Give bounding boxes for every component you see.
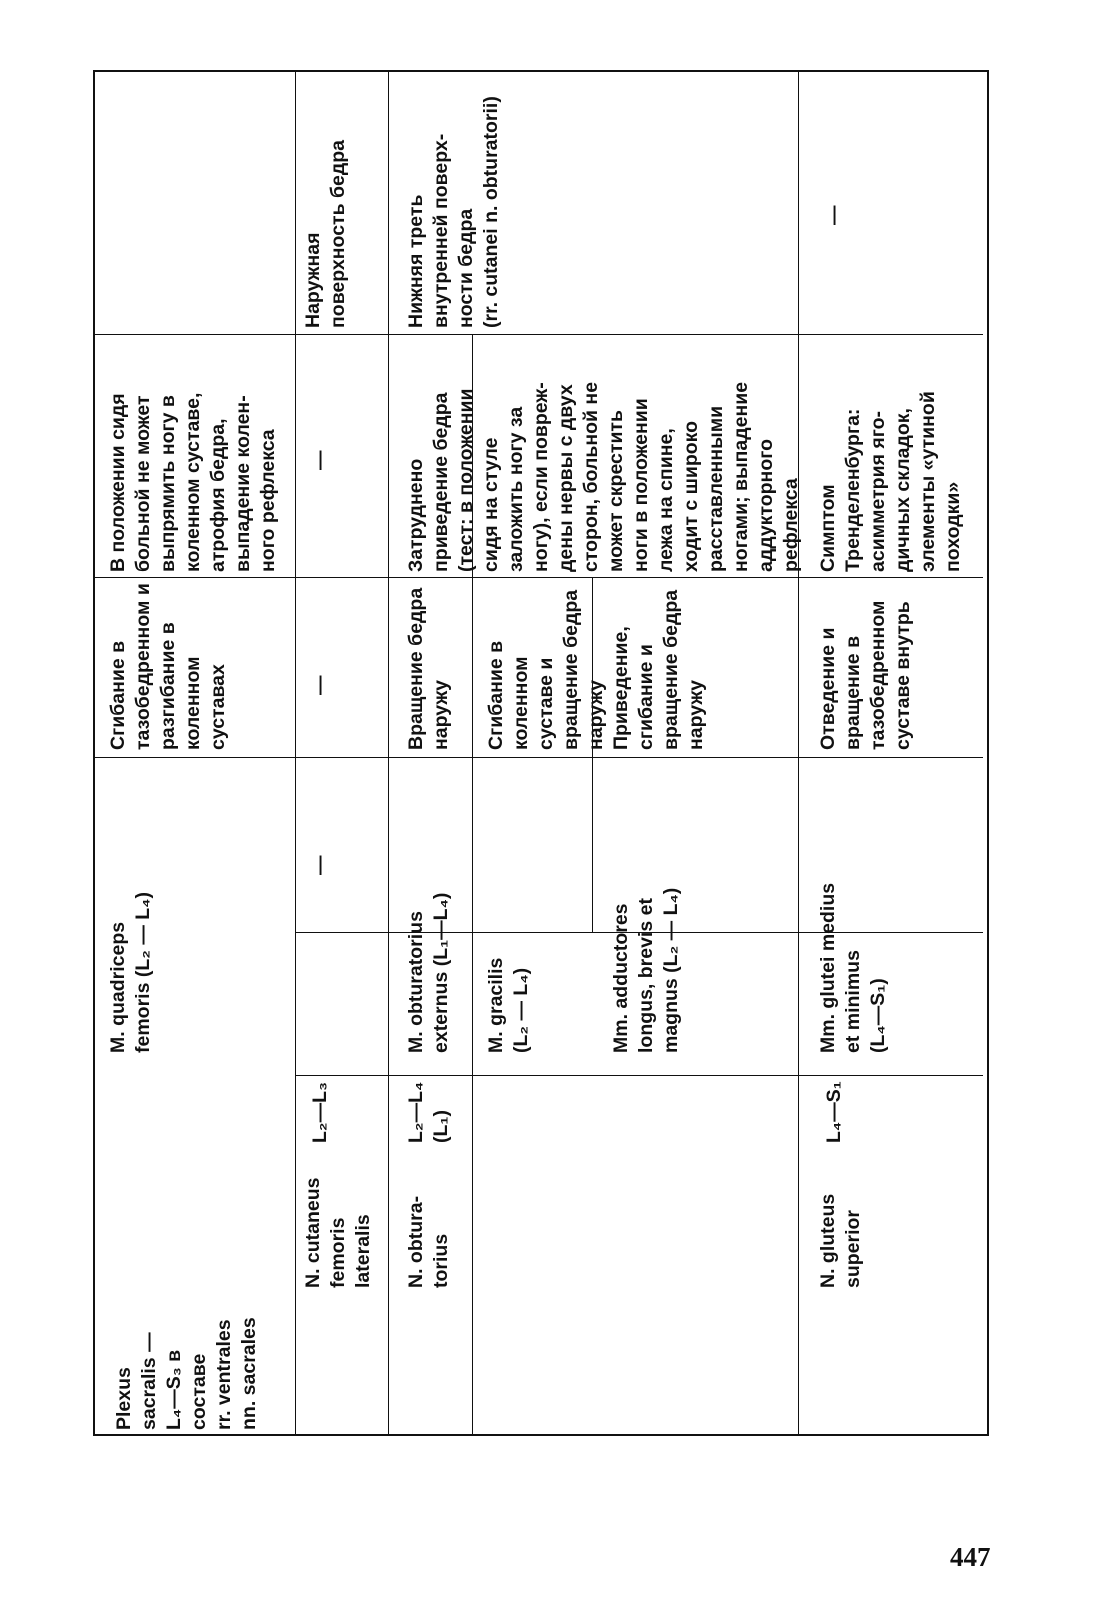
line-obturatorius-nerve-bottom — [472, 1075, 798, 1076]
cell-nerve-obturatorius: N. obtura- torius — [405, 1195, 452, 1288]
cell-symptoms-quadriceps: В положении сидя больной не может выпрямить ногу в коленном суставе, атрофия бедра, выпадение колен- ного рефлекса — [107, 392, 279, 572]
cell-symptoms-obturatorius: Затруднено приведение бедра (тест: в положении сидя на стуле заложить ногу за ногу), если повреж- дены нервы с двух сторон, больной не может скрестить ноги в положении лежа на спине, ходит с широко расставленными ногами; выпадение аддукторного рефлекса — [405, 381, 802, 572]
line-col-e — [798, 72, 799, 1436]
cell-plexus-sacralis: Plexus sacralis — L₄—S₃ в составе rr. ventrales nn. sacrales — [113, 1317, 260, 1430]
line-muscle-function — [95, 757, 983, 758]
page-number: 447 — [950, 1542, 991, 1572]
cell-function-adductores: Приведение, сгибание и вращение бедра наружу — [610, 589, 707, 750]
cell-functions-cutaneus: — — [309, 675, 331, 695]
cell-sensitivity-gluteus-superior: — — [823, 205, 845, 225]
cell-muscles-quadriceps: M. quadriceps femoris (L₂ — L₄) — [107, 892, 154, 1053]
cell-symptoms-cutaneus: — — [309, 450, 331, 470]
cell-muscles-cutaneus: — — [309, 855, 331, 875]
cell-sensitivity-obturatorius: Нижняя треть внутренней поверх- ности бедра (rr. cutanei n. obturatorii) — [405, 96, 502, 328]
line-col-a — [295, 72, 296, 1436]
cell-symptoms-gluteus-superior: Симптом Тренделенбурга: асимметрия яго- дичных складок, элементы «утиной походки» — [817, 391, 964, 572]
cell-segments-gluteus-superior: L₄—S₁ — [823, 1081, 845, 1143]
line-col-b — [388, 72, 389, 1436]
cell-muscles-gluteus-superior: Mm. glutei medius et minimus (L₄—S₁) — [817, 882, 889, 1053]
cell-functions-quadriceps: Сгибание в тазобедренном и разгибание в коленном суставах — [107, 583, 229, 750]
cell-muscle-obturatorius-externus: M. obturatorius externus (L₁—L₄) — [405, 892, 452, 1053]
cell-segments-cutaneus: L₂—L₃ — [309, 1081, 331, 1143]
line-function-symptom — [95, 577, 983, 578]
cell-nerve-gluteus-superior: N. gluteus superior — [817, 1193, 864, 1288]
cell-nerve-cutaneus: N. cutaneus femoris lateralis — [302, 1177, 374, 1288]
cell-function-obturatorius-externus: Вращение бедра наружу — [405, 587, 452, 750]
cell-function-gracilis: Сгибание в коленном суставе и вращение бедра наружу — [485, 589, 607, 750]
cell-muscle-gracilis: M. gracilis (L₂ — L₄) — [485, 957, 532, 1053]
cell-muscle-adductores: Mm. adductores longus, brevis et magnus (L₂ — L₄) — [610, 887, 682, 1053]
cell-functions-gluteus-superior: Отведение и вращение в тазобедренном суставе внутрь — [817, 600, 914, 750]
cell-sensitivity-cutaneus: Наружная поверхность бедра — [302, 139, 349, 328]
cell-segments-obturatorius: L₂—L₄ (L₁) — [405, 1081, 452, 1143]
